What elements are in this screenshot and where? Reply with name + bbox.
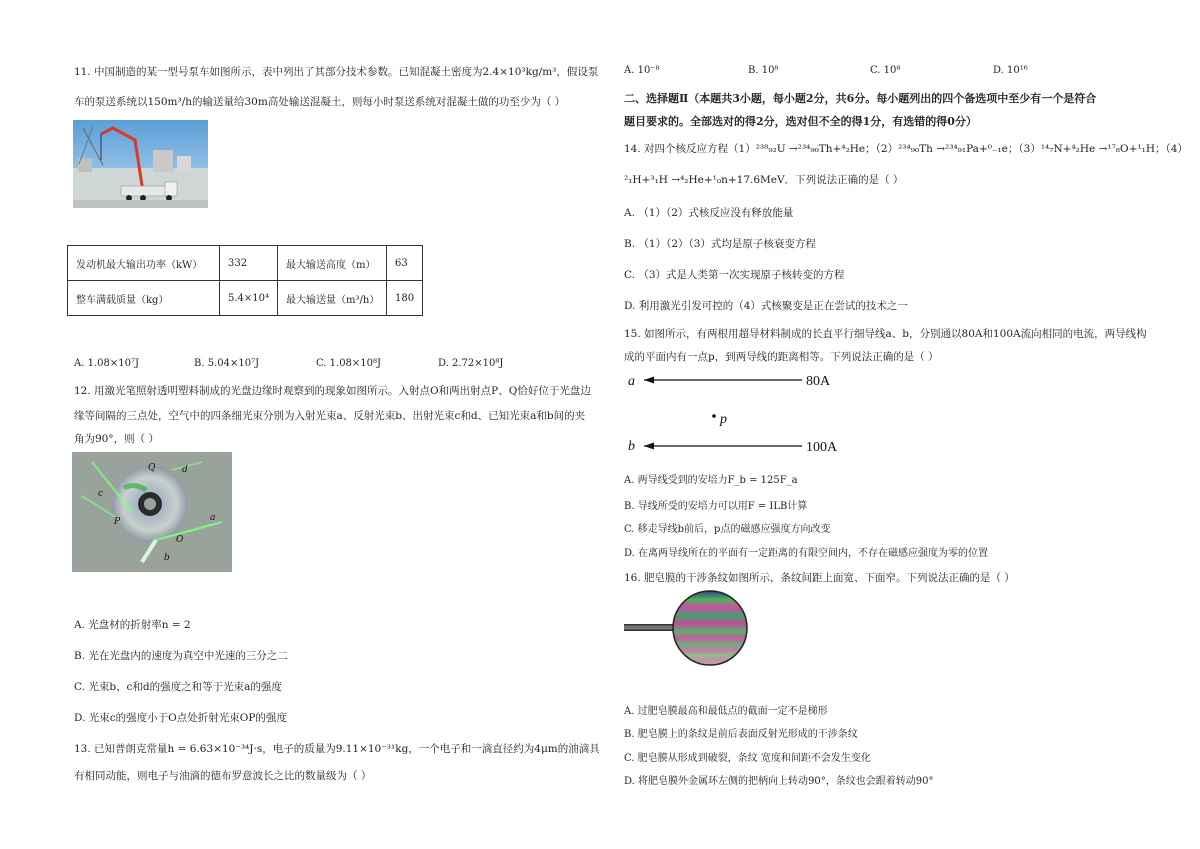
section-heading-line2: 题目要求的。全部选对的得2分，选对但不全的得1分，有选错的得0分）: [624, 115, 977, 128]
q15-text-line1: 15. 如图所示，有两根用超导材料制成的长直平行细导线a、b，分别通以80A和100A流向相同的电流，两导线构: [624, 328, 1147, 340]
q15-option-b: B. 导线所受的安培力可以用F = ILB计算: [624, 501, 808, 512]
wire-b-current: 100A: [806, 440, 838, 455]
table-cell: 332: [220, 246, 278, 281]
table-row: [68, 281, 423, 316]
table-cell: 整车满载质量（kg）: [68, 281, 220, 316]
q13-text-line2: 有相同动能，则电子与油滴的德布罗意波长之比的数量级为（ ）: [74, 770, 372, 782]
table-cell: 63: [387, 246, 423, 281]
q15-option-a: A. 两导线受到的安培力F_b = 125F_a: [624, 475, 798, 486]
q11-text-line2: 车的泵送系统以150m³/h的输送量给30m高处输送混凝土，则每小时泵送系统对混凝土做的功至少为（ ）: [74, 96, 566, 108]
q13-option-c: C. 10⁸: [870, 65, 901, 76]
q14-text-line2: ²₁H+³₁H →⁴₂He+¹₀n+17.6MeV．下列说法正确的是（ ）: [624, 174, 904, 186]
q11-option-a: A. 1.08×10⁷J: [74, 358, 139, 369]
q12-option-a: A. 光盘材的折射率n = 2: [74, 619, 191, 631]
q13-option-d: D. 10¹⁶: [993, 65, 1028, 76]
q12-text-line3: 角为90°，则（ ）: [74, 433, 159, 445]
spec-table: [67, 245, 423, 316]
table-row: [68, 246, 423, 281]
table-cell: 最大输送量（m³/h）: [278, 281, 387, 316]
wires-figure: [624, 368, 854, 463]
q11-option-c: C. 1.08×10⁸J: [316, 358, 382, 369]
q12-text-line2: 缘等间隔的三点处，空气中的四条细光束分别为入射光束a、反射光束b、出射光束c和d、已知光束a和b间的夹: [74, 410, 586, 422]
table-cell: 最大输送高度（m）: [278, 246, 387, 281]
q16-option-c: C. 肥皂膜从形成到破裂，条纹 宽度和间距不会发生变化: [624, 753, 871, 764]
q16-option-d: D. 将肥皂膜外金属环左侧的把柄向上转动90°，条纹也会跟着转动90°: [624, 776, 934, 787]
q14-option-b: B. （1）（2）（3）式均是原子核衰变方程: [624, 238, 816, 250]
q15-option-d: D. 在离两导线所在的平面有一定距离的有限空间内，不存在磁感应强度为零的位置: [624, 548, 989, 559]
table-cell: 180: [387, 281, 423, 316]
q12-option-c: C. 光束b、c和d的强度之和等于光束a的强度: [74, 681, 282, 693]
wire-a-current: 80A: [806, 374, 831, 389]
label-q: Q: [148, 463, 156, 473]
pump-truck-photo: [73, 120, 208, 208]
section-heading-line1: 二、选择题Ⅱ（本题共3小题，每小题2分，共6分。每小题列出的四个备选项中至少有一个是符合: [624, 92, 1097, 105]
q13-text-line1: 13. 已知普朗克常量h = 6.63×10⁻³⁴J·s，电子的质量为9.11×10⁻³¹kg，一个电子和一滴直径约为4μm的油滴具: [74, 743, 600, 755]
table-cell: 5.4×10⁴: [220, 281, 278, 316]
q14-option-d: D. 利用激光引发可控的（4）式核聚变是正在尝试的技术之一: [624, 300, 908, 312]
wire-a-label: a: [628, 374, 635, 389]
optical-disc-photo: [72, 452, 232, 572]
point-p-label: p: [720, 412, 727, 427]
label-p: P: [114, 517, 121, 527]
label-d: d: [182, 465, 188, 475]
q16-text-line1: 16. 肥皂膜的干涉条纹如图所示，条纹间距上面宽、下面窄。下列说法正确的是（ ）: [624, 572, 1015, 584]
q13-option-a: A. 10⁻⁸: [624, 65, 660, 76]
q12-text-line1: 12. 用激光笔照射透明塑料制成的光盘边缘时观察到的现象如图所示。入射点O和两出射点P、Q恰好位于光盘边: [74, 385, 591, 397]
q12-option-b: B. 光在光盘内的速度为真空中光速的三分之二: [74, 650, 288, 662]
q14-option-c: C. （3）式是人类第一次实现原子核转变的方程: [624, 269, 845, 281]
q11-option-d: D. 2.72×10⁸J: [438, 358, 504, 369]
soap-film-figure: [624, 590, 754, 670]
q15-text-line2: 成的平面内有一点p，到两导线的距离相等。下列说法正确的是（ ）: [624, 351, 939, 363]
label-b: b: [164, 553, 170, 563]
q13-option-b: B. 10⁸: [748, 65, 779, 76]
q14-option-a: A. （1）（2）式核反应没有释放能量: [624, 207, 794, 219]
q11-option-b: B. 5.04×10⁷J: [194, 358, 260, 369]
label-a: a: [210, 513, 216, 523]
wire-b-label: b: [628, 439, 635, 454]
q16-option-b: B. 肥皂膜上的条纹是前后表面反射光形成的干涉条纹: [624, 729, 858, 740]
table-cell: 发动机最大输出功率（kW）: [68, 246, 220, 281]
label-o: O: [176, 535, 184, 545]
q16-option-a: A. 过肥皂膜最高和最低点的截面一定不是梯形: [624, 706, 828, 717]
q15-option-c: C. 移走导线b前后，p点的磁感应强度方向改变: [624, 524, 831, 535]
q11-text-line1: 11. 中国制造的某一型号泵车如图所示，表中列出了其部分技术参数。已知混凝土密度为2.4×10³kg/m³，假设泵: [74, 66, 599, 78]
label-c: c: [98, 489, 104, 499]
q12-option-d: D. 光束c的强度小于O点处折射光束OP的强度: [74, 712, 287, 724]
q14-text-line1: 14. 对四个核反应方程（1）²³⁸₉₂U →²³⁴₉₀Th+⁴₂He；（2）²³⁴₉₀Th →²³⁴₉₁Pa+⁰₋₁e；（3）¹⁴₇N+⁴₂He →¹⁷₈O+¹₁H；（4）: [624, 143, 1188, 155]
